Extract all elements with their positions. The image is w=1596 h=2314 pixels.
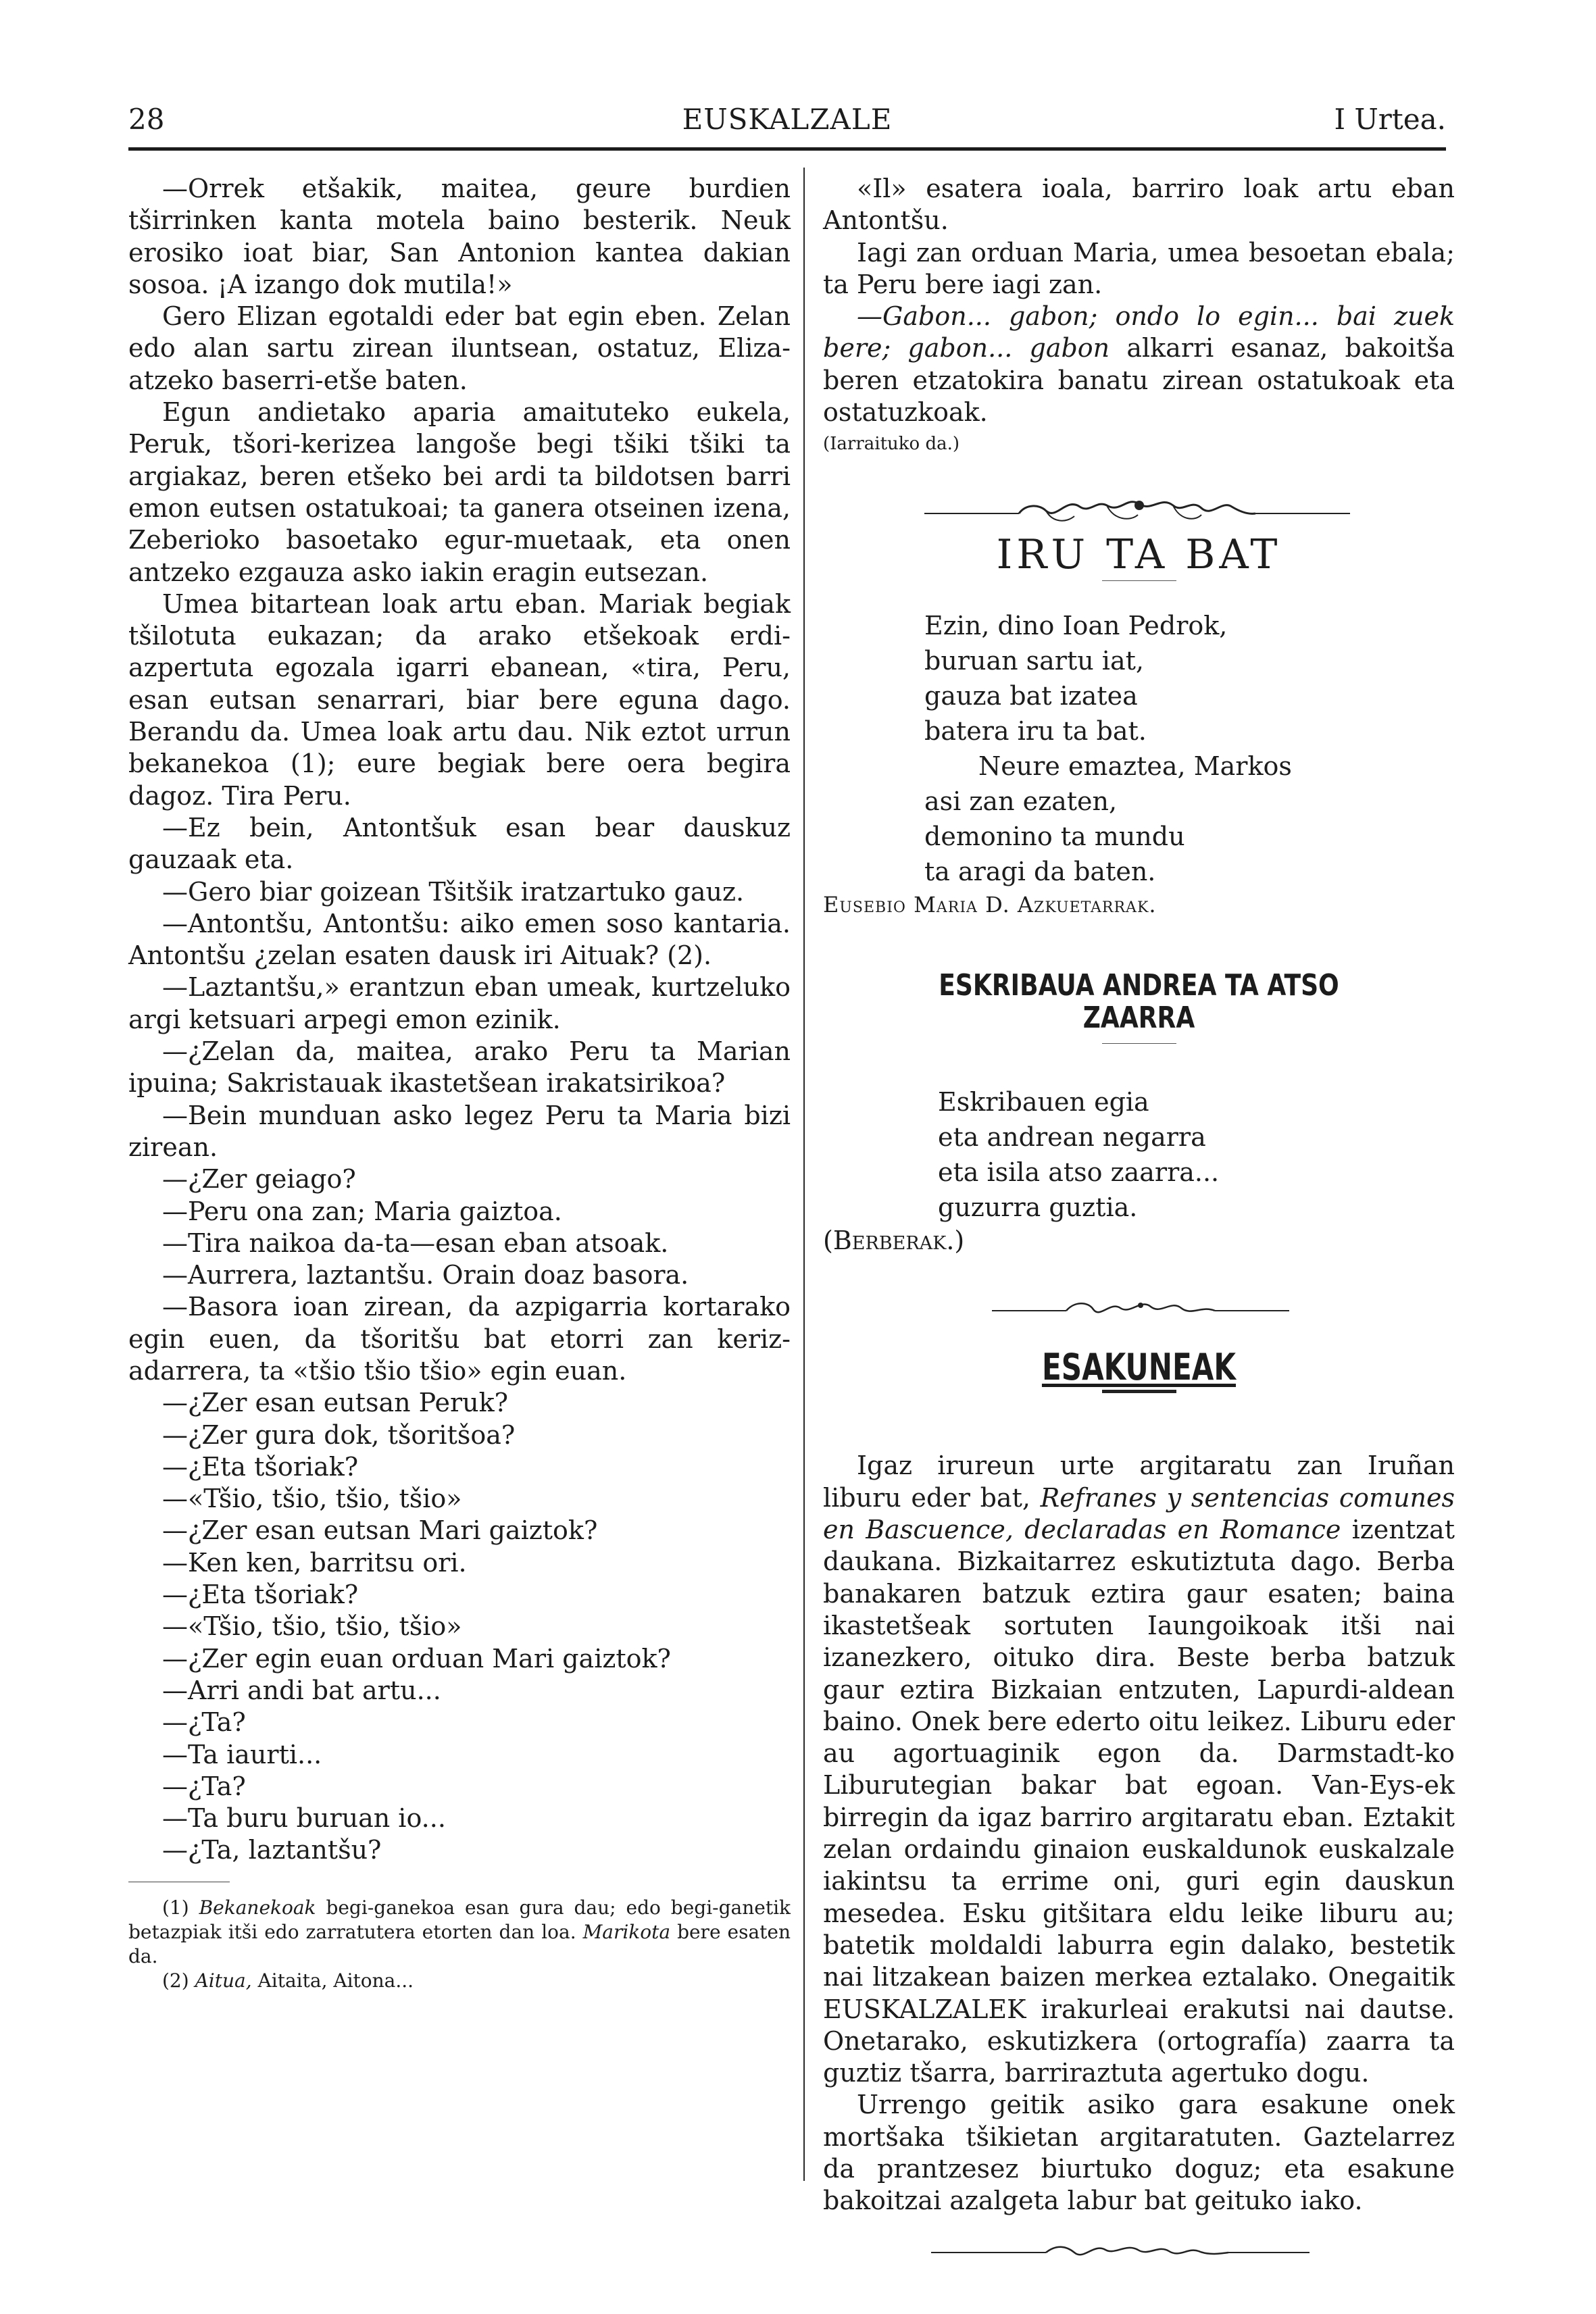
continued-note: (Iarraituko da.)	[823, 434, 960, 455]
dialogue-line: —¿Zer esan eutsan Peruk?	[162, 1388, 509, 1418]
dialogue-line: —Arri andi bat artu...	[162, 1675, 441, 1705]
dialogue-line: —¿Ta?	[162, 1771, 246, 1801]
poem-line: Eskribauen egia	[938, 1086, 1149, 1117]
dialogue-line: —Bein munduan asko legez Peru ta Maria bizi zirean.	[128, 1100, 791, 1162]
dialogue-line: —Ez bein, Antontšuk esan bear dauskuz gauzaak eta.	[128, 812, 791, 875]
dialogue-line: —Basora ioan zirean, da azpigarria kortarako egin euen, da tšoritšu bat etorri zan keriz-adarrera, ta «tšio tšio tšio» egin euan.	[128, 1292, 791, 1386]
footnote-2-text: Aitaita, Aitona...	[251, 1969, 414, 1992]
dialogue-line: —¿Zer egin euan orduan Mari gaiztok?	[162, 1643, 671, 1674]
poem-line: Neure emaztea, Markos	[978, 751, 1292, 781]
poem-title: IRU TA BAT	[996, 530, 1282, 578]
dialogue-line: —Gero biar goizean Tšitšik iratzartuko gauz.	[162, 876, 745, 907]
poem-line: Ezin, dino Ioan Pedrok,	[924, 610, 1228, 640]
footnote-1	[128, 1896, 791, 1969]
paragraph-text: Igaz irureun urte argitaratu zan Iruñan liburu eder bat,	[823, 1451, 1455, 1513]
thick-rule	[1102, 1390, 1176, 1393]
poem-author: Eusebio Maria D. Azkuetarrak.	[823, 891, 1157, 917]
paragraph: «Il» esatera ioala, barriro loak artu eban Antontšu.	[823, 174, 1455, 236]
dialogue-line: —¿Zer geiago?	[162, 1164, 356, 1194]
dialogue-line: —Aurrera, laztantšu. Orain doaz basora.	[162, 1260, 689, 1290]
dialogue-line: —¿Eta tšoriak?	[162, 1451, 359, 1482]
ornament-end-icon	[823, 2238, 1455, 2265]
book-title: Refranes y sentencias comunes en Bascuence, declaradas en Romance	[823, 1482, 1455, 1545]
dialogue-line: —Ta buru buruan io...	[162, 1803, 446, 1834]
dialogue-line: —Antontšu, Antontšu: aiko emen soso kantaria. Antontšu ¿zelan esaten dausk iri Aituak? (2).	[128, 908, 791, 971]
short-rule	[1102, 580, 1176, 581]
dialogue-line: —¿Ta?	[162, 1707, 246, 1738]
poem-line: gauza bat izatea	[924, 680, 1138, 711]
footnote-1-term: Bekanekoak	[199, 1896, 316, 1919]
footnote-1-text-end: bere esaten da.	[128, 1920, 791, 1967]
column-separator	[803, 168, 805, 2181]
right-column	[823, 173, 1455, 2265]
paragraph	[823, 1450, 1455, 2089]
header-rule	[128, 147, 1446, 151]
dialogue-line: —¿Zelan da, maitea, arako Peru ta Marian ipuina; Sakristauak ikastetšean irakatsirikoa?	[128, 1036, 791, 1099]
dialogue-line: —Ta iaurti...	[162, 1739, 322, 1769]
dialogue-line: —«Tšio, tšio, tšio, tšio»	[162, 1611, 462, 1642]
poem-line: buruan sartu iat,	[924, 645, 1144, 676]
footnote-2-number: (2)	[162, 1969, 189, 1992]
greeting-italic: —Gabon... gabon; ondo lo egin... bai zuek bere; gabon... gabon	[823, 301, 1455, 363]
paragraph: Egun andietako aparia amaituteko eukela, Peruk, tšori-kerizea langoše begi tšiki tšiki ta argiakaz, beren etšeko bei ardi ta bildotsen barri emon eutsen ostatukoai; ta ganera otseinen izena, Zeberioko basoetako egur-muetaak, eta onen antzeko ezgauza asko iakin eragin eutsezan.	[128, 397, 791, 587]
short-rule	[1102, 1043, 1176, 1044]
paragraph	[823, 301, 1455, 428]
footnote-2-term: Aitua,	[195, 1969, 252, 1992]
dialogue-line: —«Tšio, tšio, tšio, tšio»	[162, 1484, 462, 1514]
dialogue-line: —Laztantšu,» erantzun eban umeak, kurtzeluko argi ketsuari arpegi emon ezinik.	[128, 972, 791, 1034]
paragraph: Urrengo geitik asiko gara esakune onek mortšaka tšikietan argitaratuten. Gaztelarrez da prantzesez biurtuko doguz; eta esakune bakoitzai azalgeta labur bat geituko iako.	[823, 2090, 1455, 2216]
dialogue-line: —¿Zer esan eutsan Mari gaiztok?	[162, 1515, 598, 1546]
poem-line: ta aragi da baten.	[924, 856, 1156, 886]
poem	[924, 608, 1455, 889]
dialogue-line: —¿Eta tšoriak?	[162, 1580, 359, 1610]
paragraph: Umea bitartean loak artu eban. Mariak begiak tšilotuta eukazan; da arako etšekoak erdi-azpertuta egozala igarri ebanean, «tira, Peru, esan eutsan senarrari, biar bere eguna dago. Berandu da. Umea loak artu dau. Nik eztot urrun bekanekoa (1); eure begiak bere oera begira dagoz. Tira Peru.	[128, 588, 791, 811]
section-title: ESAKUNEAK	[1041, 1346, 1237, 1389]
poem-line: eta andrean negarra	[938, 1122, 1206, 1152]
dialogue-line: —¿Zer gura dok, tšoritšoa?	[162, 1419, 516, 1450]
dialogue-line: —Ken ken, barritsu ori.	[162, 1547, 467, 1578]
volume-label: I Urtea.	[1334, 103, 1446, 136]
section-body	[823, 1450, 1455, 2217]
running-header	[128, 103, 1446, 143]
poem-2-attribution: (Berberak.)	[823, 1225, 965, 1255]
dialogue-line: —Peru ona zan; Maria gaiztoa.	[162, 1196, 562, 1226]
page-number: 28	[128, 103, 165, 136]
paragraph: Gero Elizan egotaldi eder bat egin eben. Zelan edo alan sartu zirean iluntsean, ostatuz, Eliza-atzeko baserri-etše baten.	[128, 301, 791, 395]
footnote-1-text: begi-ganekoa esan gura dau; edo begi-ganetik betazpiak itši edo zarratutera etorten dan loa.	[128, 1896, 791, 1943]
dialogue-line: —Tira naikoa da-ta—esan eban atsoak.	[162, 1228, 669, 1258]
journal-title: EUSKALZALE	[682, 103, 893, 136]
footnote-2	[128, 1969, 791, 1993]
footnote-1-number: (1)	[162, 1896, 189, 1919]
paragraph-text: izentzat daukana. Bizkaitarrez eskutiztuta dago. Berba banakaren batzuk eztira gaur esaten; baina ikastetšeak sortuten Iaungoikoak itši nai izanezkero, oituko dira. Beste berba batzuk gaur eztira Bizkaian entzuten, Lapurdi-aldean baino. Onek bere ederto oitu leikez. Liburu eder au agortuaginik egon da. Darmstadt-ko Liburutegian bakar bat egoan. Van-Eys-ek birregin da igaz barriro argitaratu eban. Eztakit zelan ordaindu ginaion euskaldunok euskalzale iakintsu ta errime oni, guri egin dauskun mesedea. Esku gitšitara eldu leike liburu au; batetik moldaldi laburra egin dalako, bestetik nai litzakean baizen merkea eztalako. Onegaitik EUSKALZALEK irakurleai erakutsi nai dautse. Onetarako, eskutizkera (ortografía) zaarra ta guztiz tšarra, barriraztuta agertuko dogu.	[823, 1515, 1455, 2088]
greeting-rest: alkarri esanaz, bakoitša beren etzatokira banatu zirean ostatukoak eta ostatuzkoak.	[823, 333, 1455, 428]
poem-2	[938, 1084, 1455, 1225]
poem-line: eta isila atso zaarra...	[938, 1157, 1220, 1187]
poem-line: asi zan ezaten,	[924, 786, 1118, 816]
poem-line: demonino ta mundu	[924, 821, 1185, 851]
paragraph: Iagi zan orduan Maria, umea besoetan ebala; ta Peru bere iagi zan.	[823, 237, 1455, 299]
footnote-1-term-2: Marikota	[582, 1920, 671, 1943]
ornament-divider-icon	[823, 491, 1455, 531]
ornament-divider-icon	[823, 1290, 1455, 1331]
left-column	[128, 173, 791, 1993]
poem-2-title: ESKRIBAUA ANDREA TA ATSO ZAARRA	[939, 968, 1339, 1035]
poem-line: batera iru ta bat.	[924, 715, 1147, 746]
poem-line: guzurra guztia.	[938, 1192, 1138, 1222]
paragraph: —Orrek etšakik, maitea, geure burdien tširrinken kanta motela baino besterik. Neuk erosiko ioat biar, San Antonion kantea dakian sosoa. ¡A izango dok mutila!»	[128, 174, 791, 299]
dialogue-line: —¿Ta, laztantšu?	[162, 1835, 382, 1865]
